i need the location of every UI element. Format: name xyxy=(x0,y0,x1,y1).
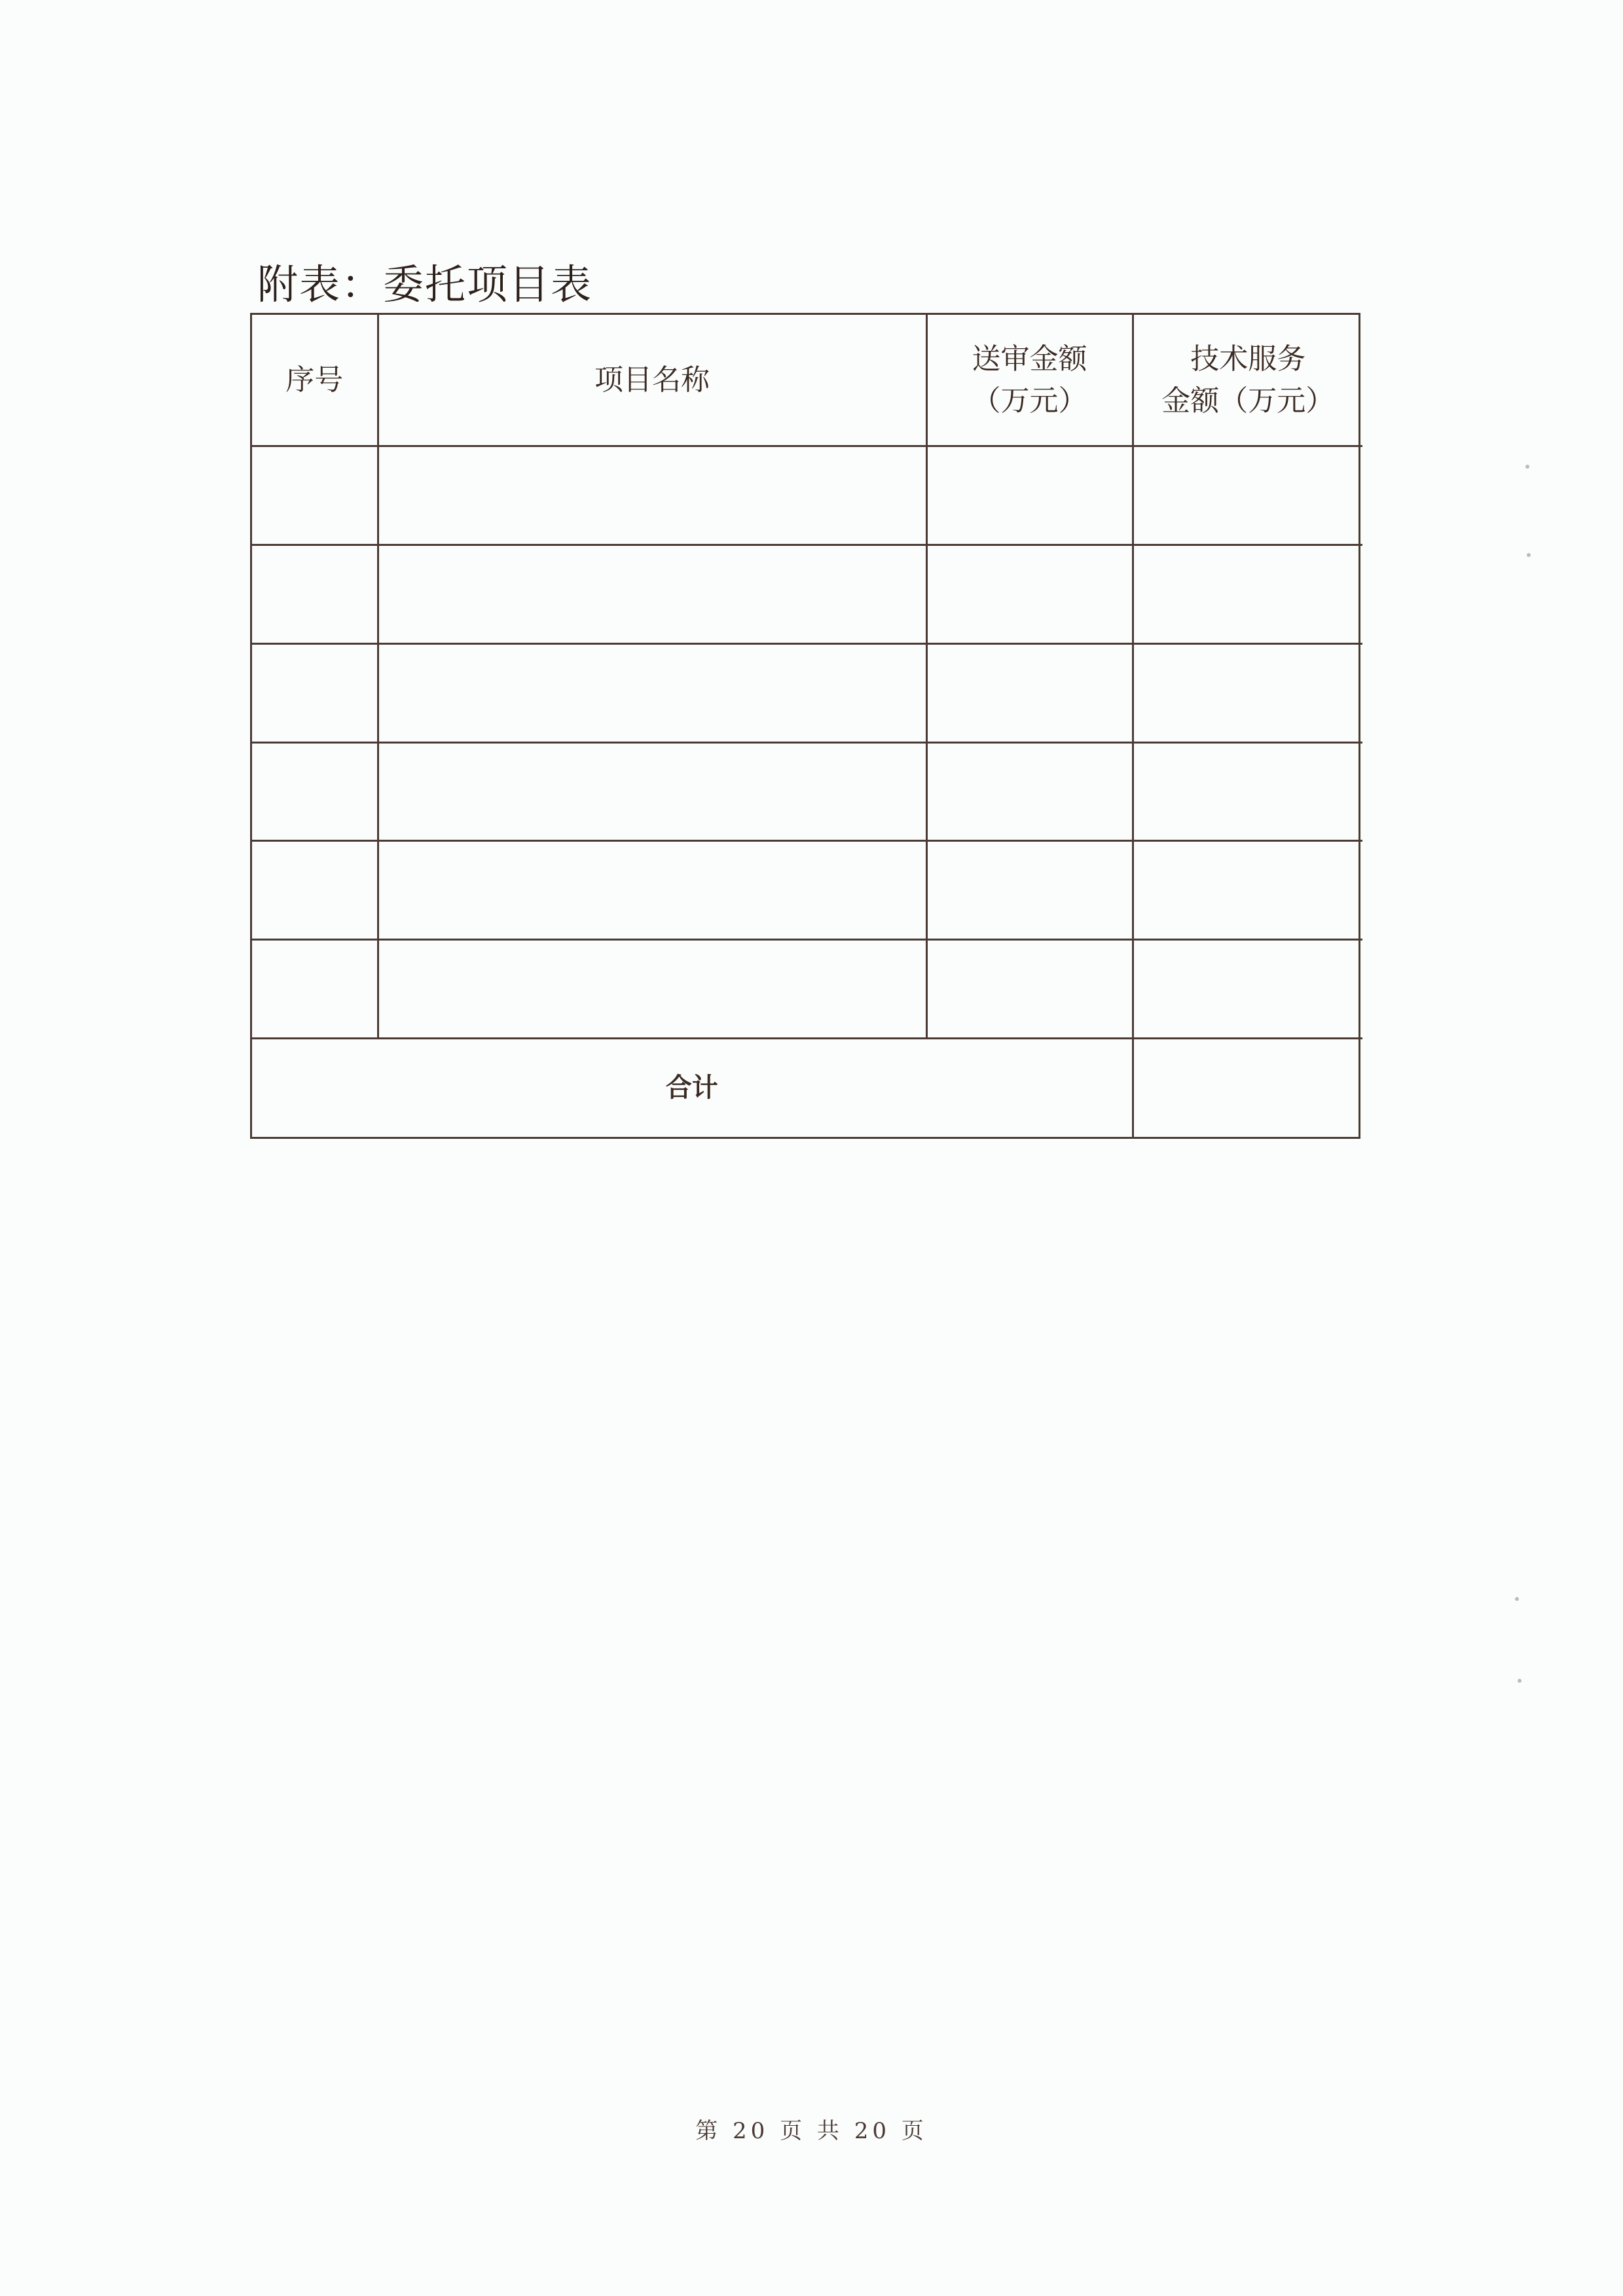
header-service-line1: 技术服务 xyxy=(1190,342,1306,376)
project-table xyxy=(250,313,1360,1139)
cell-service-amount xyxy=(1133,446,1362,545)
cell-project-name xyxy=(378,545,926,644)
page-footer: 第 20 页 共 20 页 xyxy=(695,2118,928,2144)
cell-seq xyxy=(252,841,378,940)
cell-project-name xyxy=(378,742,926,841)
cell-service-amount xyxy=(1133,940,1362,1039)
cell-project-name xyxy=(378,446,926,545)
header-project-name: 项目名称 xyxy=(378,315,926,446)
table-total-row xyxy=(252,1038,1362,1137)
table-row xyxy=(252,643,1362,742)
header-service-line2: 金额（万元） xyxy=(1161,384,1335,418)
cell-project-name xyxy=(378,841,926,940)
cell-service-amount xyxy=(1133,643,1362,742)
scan-speck xyxy=(1515,1597,1519,1601)
header-review-line1: 送审金额 xyxy=(972,342,1087,376)
table-row xyxy=(252,446,1362,545)
cell-review-amount xyxy=(926,545,1133,644)
table-row xyxy=(252,742,1362,841)
header-review-amount xyxy=(926,315,1133,446)
header-review-line2: （万元） xyxy=(972,384,1087,418)
cell-seq xyxy=(252,940,378,1039)
cell-seq xyxy=(252,643,378,742)
scan-speck xyxy=(1525,465,1529,469)
cell-review-amount xyxy=(926,742,1133,841)
table-header-row xyxy=(252,315,1362,446)
cell-service-amount xyxy=(1133,841,1362,940)
cell-project-name xyxy=(378,643,926,742)
total-value xyxy=(1133,1038,1362,1137)
scan-speck xyxy=(1518,1679,1522,1683)
table-row xyxy=(252,545,1362,644)
table-row xyxy=(252,841,1362,940)
cell-service-amount xyxy=(1133,742,1362,841)
table-row xyxy=(252,940,1362,1039)
cell-seq xyxy=(252,545,378,644)
cell-project-name xyxy=(378,940,926,1039)
scan-speck xyxy=(1527,553,1531,557)
cell-seq xyxy=(252,742,378,841)
cell-seq xyxy=(252,446,378,545)
cell-review-amount xyxy=(926,940,1133,1039)
page-title: 附表：委托项目表 xyxy=(257,260,593,308)
header-seq: 序号 xyxy=(252,315,378,446)
cell-review-amount xyxy=(926,841,1133,940)
cell-review-amount xyxy=(926,643,1133,742)
cell-review-amount xyxy=(926,446,1133,545)
cell-service-amount xyxy=(1133,545,1362,644)
header-service-amount xyxy=(1133,315,1362,446)
total-label: 合计 xyxy=(252,1038,1133,1137)
